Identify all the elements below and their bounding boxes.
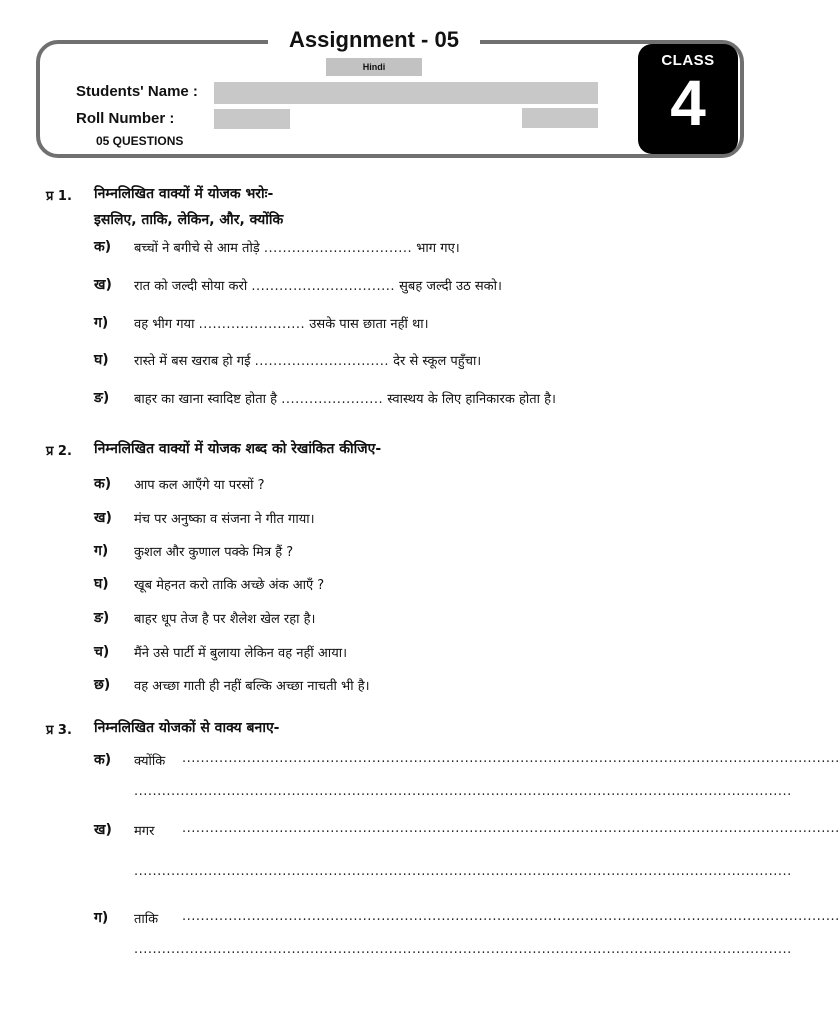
item-mark: छ)	[94, 677, 111, 693]
item-text-before: वह भीग गया	[134, 317, 195, 332]
q2-number: प्र 2.	[46, 444, 72, 459]
q1-number: प्र 1.	[46, 189, 72, 204]
item-mark: च)	[94, 644, 110, 660]
fill-blank[interactable]: ...............................	[251, 279, 395, 294]
q2-item	[94, 574, 734, 596]
item-mark: घ)	[94, 576, 109, 592]
roll-number-field[interactable]	[214, 109, 290, 129]
q1-item	[94, 275, 734, 297]
item-mark: ख)	[94, 277, 112, 293]
fill-blank[interactable]: .......................	[198, 317, 306, 332]
q2-item	[94, 508, 734, 530]
subject-label: Hindi	[326, 58, 422, 76]
conjunction-word: क्योंकि	[134, 754, 166, 769]
item-text-before: बाहर का खाना स्वादिष्ट होता है	[134, 392, 278, 407]
question-count: 05 QUESTIONS	[96, 134, 184, 148]
roll-number-label: Roll Number :	[76, 110, 175, 127]
class-number: 4	[670, 67, 706, 139]
q1-item	[94, 237, 734, 259]
q1-item	[94, 313, 734, 335]
answer-line[interactable]: ..............................................................................................................................................	[134, 784, 792, 799]
item-text[interactable]: खूब मेहनत करो ताकि अच्छे अंक आएँ ?	[134, 578, 325, 593]
item-text-before: रात को जल्दी सोया करो	[134, 279, 248, 294]
page-title: Assignment - 05	[289, 27, 459, 52]
item-text-after: देर से स्कूल पहुँचा।	[393, 354, 482, 369]
q2-item	[94, 608, 734, 630]
item-mark: घ)	[94, 352, 109, 368]
item-text-after: उसके पास छाता नहीं था।	[309, 317, 429, 332]
item-mark: ख)	[94, 822, 112, 838]
item-mark: क)	[94, 476, 112, 492]
item-mark: क)	[94, 239, 112, 255]
item-text-before: बच्चों ने बगीचे से आम तोड़े	[134, 241, 260, 256]
item-mark: ग)	[94, 315, 109, 331]
class-badge	[638, 44, 738, 154]
q2-item	[94, 675, 734, 697]
answer-line[interactable]: ..............................................................................................................................................	[182, 751, 840, 766]
item-text-after: स्वास्थय के लिए हानिकारक होता है।	[387, 392, 556, 407]
fill-blank[interactable]: ......................	[281, 392, 384, 407]
q3-item	[94, 750, 840, 772]
item-text-after: सुबह जल्दी उठ सको।	[399, 279, 502, 294]
students-name-label: Students' Name :	[76, 83, 198, 100]
fill-blank[interactable]: .............................	[254, 354, 389, 369]
q3-number: प्र 3.	[46, 723, 72, 738]
item-text-after: भाग गए।	[416, 241, 460, 256]
item-mark: ख)	[94, 510, 112, 526]
q3-instruction: निम्नलिखित योजकों से वाक्य बनाए-	[94, 720, 280, 736]
q3-item	[94, 908, 840, 930]
q1-item	[94, 388, 734, 410]
item-text-before: रास्ते में बस खराब हो गई	[134, 354, 251, 369]
item-text[interactable]: मैंने उसे पार्टी में बुलाया लेकिन वह नहीं आया।	[134, 646, 348, 661]
item-mark: ग)	[94, 910, 109, 926]
item-text[interactable]: कुशल और कुणाल पक्के मित्र हैं ?	[134, 545, 294, 560]
item-mark: ङ)	[94, 390, 110, 406]
answer-line[interactable]: ..............................................................................................................................................	[182, 909, 840, 924]
q1-word-list: इसलिए, ताकि, लेकिन, और, क्योंकि	[94, 212, 284, 228]
item-mark: क)	[94, 752, 112, 768]
answer-line[interactable]: ..............................................................................................................................................	[182, 821, 840, 836]
answer-line[interactable]: ..............................................................................................................................................	[134, 864, 792, 879]
q3-item	[94, 820, 840, 842]
students-name-field[interactable]	[214, 82, 598, 104]
q2-instruction: निम्नलिखित वाक्यों में योजक शब्द को रेखांकित कीजिए-	[94, 441, 382, 457]
title-wrap	[268, 26, 480, 54]
item-mark: ङ)	[94, 610, 110, 626]
q2-item	[94, 541, 734, 563]
item-text[interactable]: मंच पर अनुष्का व संजना ने गीत गाया।	[134, 512, 315, 527]
q2-item	[94, 642, 734, 664]
conjunction-word: मगर	[134, 824, 155, 839]
q1-instruction: निम्नलिखित वाक्यों में योजक भरोः-	[94, 186, 274, 202]
q1-item	[94, 350, 734, 372]
item-text[interactable]: आप कल आएँगे या परसों ?	[134, 478, 265, 493]
conjunction-word: ताकि	[134, 912, 159, 927]
q2-item	[94, 474, 734, 496]
answer-line[interactable]: ..............................................................................................................................................	[134, 942, 792, 957]
fill-blank[interactable]: ................................	[263, 241, 413, 256]
class-label: CLASS	[661, 52, 715, 69]
extra-field[interactable]	[522, 108, 598, 128]
item-text[interactable]: बाहर धूप तेज है पर शैलेश खेल रहा है।	[134, 612, 316, 627]
item-mark: ग)	[94, 543, 109, 559]
item-text[interactable]: वह अच्छा गाती ही नहीं बल्कि अच्छा नाचती भी है।	[134, 679, 370, 694]
